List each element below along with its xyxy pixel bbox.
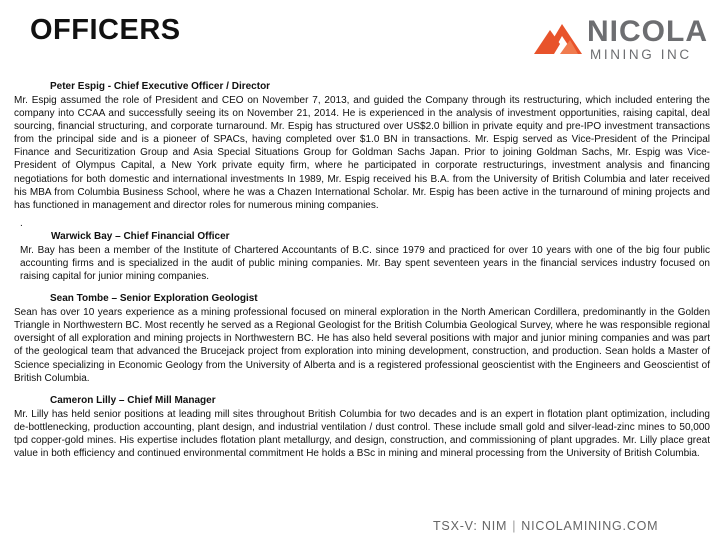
stray-mark: . xyxy=(20,217,23,229)
footer-ticker: TSX-V: NIM xyxy=(433,519,508,533)
bio-heading: Peter Espig - Chief Executive Officer / Director xyxy=(50,81,271,92)
page-title: OFFICERS xyxy=(30,14,181,46)
footer-website: NICOLAMINING.COM xyxy=(521,519,659,533)
bio-peter-espig xyxy=(14,80,710,212)
bio-heading: Cameron Lilly – Chief Mill Manager xyxy=(50,394,216,406)
bio-text: Mr. Lilly has held senior positions at leading mill sites throughout British Columbia for two decades and is an expert in flotation plant optimization, including de-bottlenecking, production accounting, plant design, and industrial ventilation / dust control. These include small gold and silver-lead-zinc mines to 50,000 tpd copper-gold mines. His expertise includes flotation plant metallurgy, and design, construction, and commissioning of plant upgrades. Mr. Lilly place great value in both efficiency and continued environmental commitment He holds a BSc in mining and mineral processing from the University of British Columbia. xyxy=(14,408,710,459)
bio-text: Mr. Bay has been a member of the Institute of Chartered Accountants of B.C. since 1979 and practiced for over 10 years with one of the big four public accounting firms and is specialized in the audit of public mining companies. Mr. Bay spent seventeen years in the financial services industry focused on raising capital for junior mining companies. xyxy=(20,244,710,283)
bio-text: Sean has over 10 years experience as a mining professional focused on mineral exploration in the North American Cordillera, predominantly in the Golden Triangle in Northwestern BC. Most recently he served as a Regional Geologist for the British Columbia Geological Survey, where he was responsible regional oversight of all exploration and mining projects in Northwestern BC. He has also held several positions with major and junior mining companies and was part of the geological team that advanced the Brucejack project from exploration into mining development, construction, and production. Sean holds a Master of Science specializing in Economic Geology from the University of Alberta and is a registered professional geoscientist with the Engineers and Geoscientist of British Columbia. xyxy=(14,307,710,384)
bio-heading: Warwick Bay – Chief Financial Officer xyxy=(51,230,230,242)
bio-sean-tombe xyxy=(14,292,710,385)
bio-text: Mr. Espig assumed the role of President and CEO on November 7, 2013, and guided the Company through its restructuring, which included entering the company into CCAA and successfully seeing its on November 21, 2014. He is experienced in the analysis of investment opportunities, raising capital, deal sourcing, financial structuring, and corporate turnaround. Mr. Espig has structured over US$2.0 billion in private equity and pre-IPO investment transactions from the principal side and is a pioneer of SPACs, having completed over $1.0 BN in transactions. Mr. Espig served as Vice-President of the Principal Finance and Securitization Group and Asia Special Situations Group for Goldman Sachs Japan. Prior to joining Goldman Sachs, Mr. Espig was Vice-President of Olympus Capital, a New York private equity firm, where he participated in corporate restructurings, investment analysis and financing negotiations for both domestic and international investments In 1989, Mr. Espig received his B.A. from the University of British Columbia and later received his MBA from Columbia Business School, where he was a Chazen International Scholar. Mr. Espig has been active in the turnaround of mining projects and has functioned in management and director roles for numerous mining companies. xyxy=(14,95,710,211)
mountain-logo-icon xyxy=(532,10,588,62)
footer xyxy=(433,519,658,533)
bio-heading: Sean Tombe – Senior Exploration Geologist xyxy=(50,293,258,305)
footer-separator: | xyxy=(512,519,517,533)
bio-cameron-lilly xyxy=(14,394,710,460)
company-logo xyxy=(532,8,718,66)
officer-bios xyxy=(14,80,710,469)
logo-subline: MINING INC xyxy=(590,47,692,62)
bio-warwick-bay xyxy=(14,230,710,283)
logo-wordmark: NICOLA xyxy=(587,15,708,48)
